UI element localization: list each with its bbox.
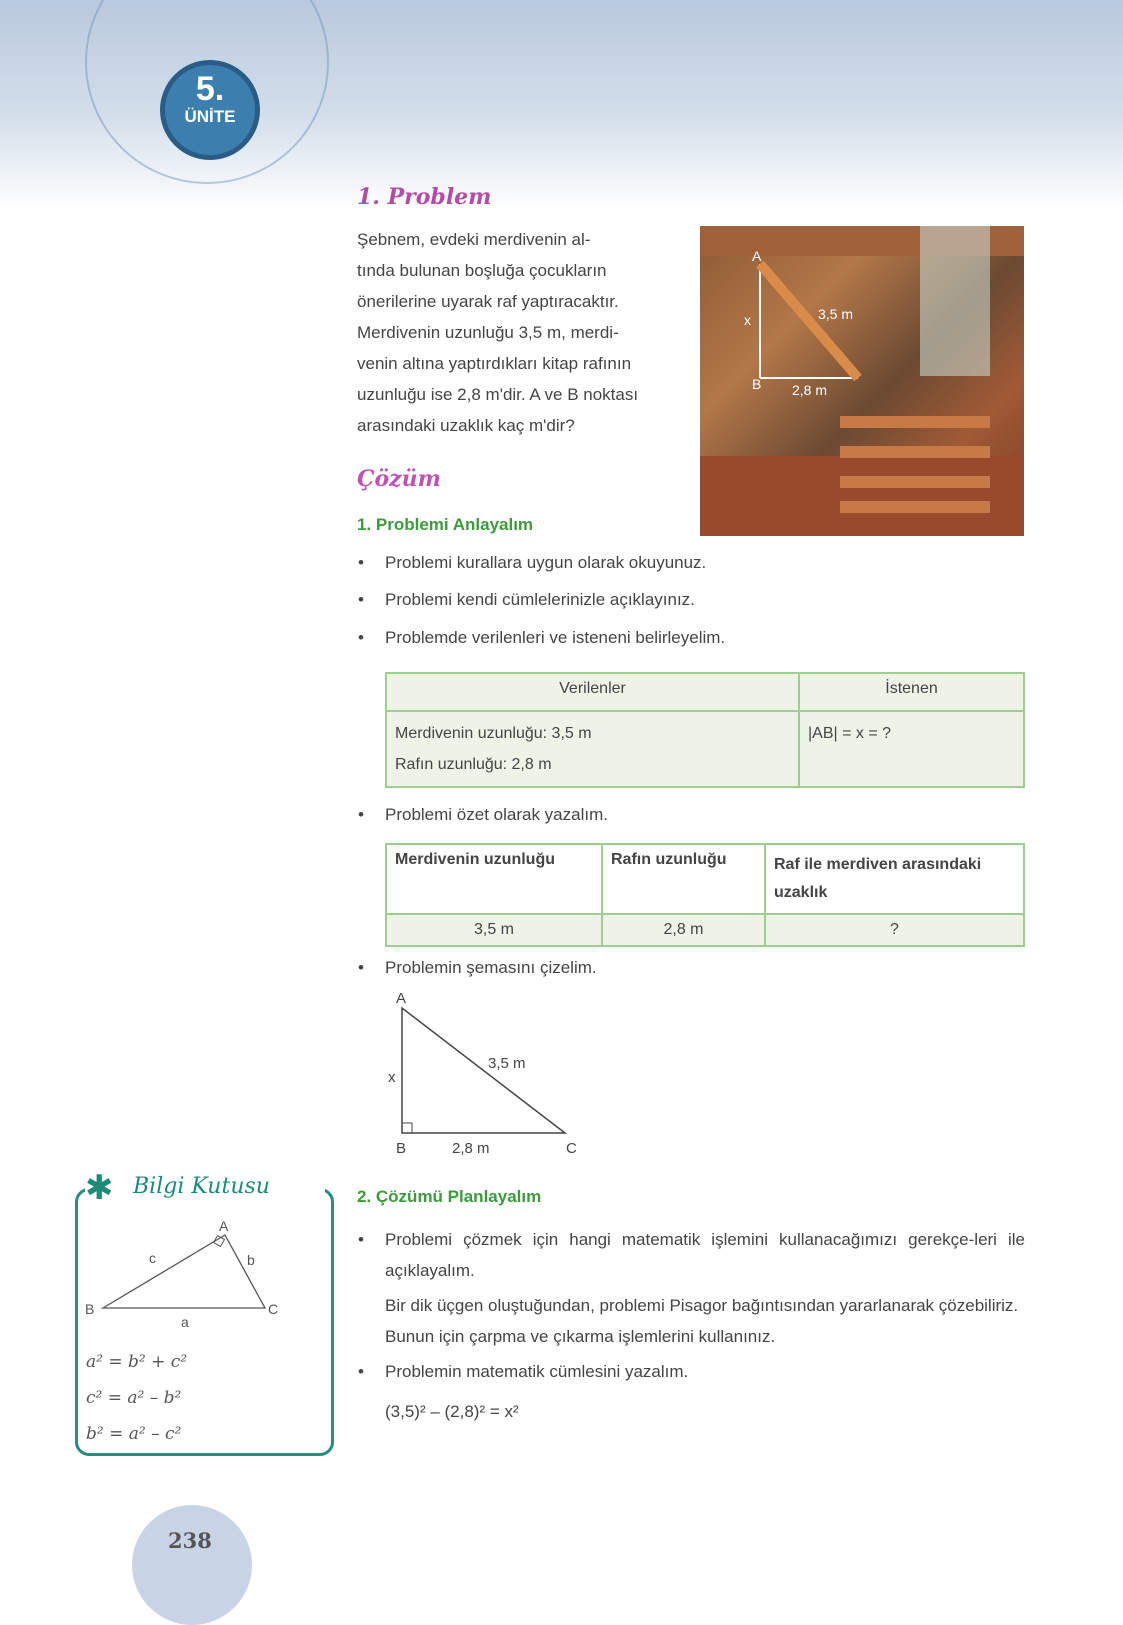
figure-icon: ✱	[85, 1169, 114, 1207]
unit-badge	[160, 60, 260, 160]
bullet: • Problemi çözmek için hangi matematik işlemini kullanacağımızı gerekçe-leri ile açıklayalım.	[385, 1224, 1025, 1286]
summary-header: Merdivenin uzunluğu	[386, 844, 602, 914]
given-cell	[386, 711, 799, 787]
photo-label-a: A	[752, 248, 762, 264]
solution-title: Çözüm	[357, 466, 441, 492]
diagram-label-a: A	[396, 990, 407, 1007]
info-side-c: c	[149, 1250, 156, 1266]
problem-line: Şebnem, evdeki merdivenin al-	[357, 230, 591, 249]
plan-text: Bir dik üçgen oluştuğundan, problemi Pisagor bağıntısından yararlanarak çözebiliriz. Bunun için çarpma ve çıkarma işlemlerini kullanınız.	[385, 1296, 1019, 1346]
equation: (3,5)² – (2,8)² = x²	[385, 1402, 519, 1421]
photo-label-hyp: 3,5 m	[818, 306, 854, 322]
info-box-title-area	[85, 1170, 325, 1206]
info-side-b: b	[247, 1252, 255, 1268]
problem-text	[357, 224, 675, 441]
step2-heading: 2. Çözümü Planlayalım	[357, 1187, 542, 1206]
info-box-title: Bilgi Kutusu	[133, 1174, 270, 1199]
formula: b² = a² – c²	[86, 1424, 182, 1444]
triangle-diagram	[380, 990, 590, 1165]
unit-number: 5.	[195, 70, 225, 108]
info-formulas	[86, 1344, 187, 1452]
problem-line: tında bulunan boşluğa çocukların	[357, 261, 607, 280]
staircase-photo	[700, 226, 1024, 536]
info-label-c: C	[268, 1301, 279, 1317]
unit-label: ÜNİTE	[184, 107, 236, 126]
formula: c² = a² – b²	[86, 1388, 182, 1408]
given-item: Rafın uzunluğu: 2,8 m	[395, 756, 552, 773]
bullet: • Problemi kendi cümlelerinizle açıklayınız.	[385, 590, 695, 610]
diagram-label-base: 2,8 m	[452, 1140, 490, 1157]
diagram-label-b: B	[396, 1140, 407, 1157]
header-given: Verilenler	[386, 673, 799, 711]
diagram-label-hyp: 3,5 m	[488, 1055, 526, 1072]
step1-heading: 1. Problemi Anlayalım	[357, 515, 534, 534]
given-wanted-table	[385, 672, 1025, 788]
header-wanted: İstenen	[799, 673, 1024, 711]
page-number-circle	[132, 1505, 252, 1625]
summary-value: ?	[765, 914, 1024, 946]
summary-header: Rafın uzunluğu	[602, 844, 765, 914]
page-number: 238	[168, 1528, 212, 1553]
formula: a² = b² + c²	[86, 1352, 188, 1372]
problem-title: 1. Problem	[357, 184, 492, 210]
bullet: • Problemde verilenleri ve isteneni belirleyelim.	[385, 628, 725, 648]
info-label-b: B	[85, 1301, 95, 1317]
given-item: Merdivenin uzunluğu: 3,5 m	[395, 725, 592, 742]
summary-header: Raf ile merdiven arasındaki uzaklık	[765, 844, 1024, 914]
photo-label-base: 2,8 m	[792, 382, 828, 398]
diagram-label-x: x	[388, 1069, 396, 1086]
problem-line: önerilerine uyarak raf yaptıracaktır.	[357, 292, 619, 311]
wanted-cell: |AB| = x = ?	[799, 711, 1024, 787]
problem-line: venin altına yaptırdıkları kitap rafının	[357, 354, 632, 373]
photo-label-b: B	[752, 376, 762, 392]
bullet: • Problemi özet olarak yazalım.	[385, 805, 608, 825]
summary-value: 2,8 m	[602, 914, 765, 946]
summary-table	[385, 843, 1025, 947]
info-box-triangle	[85, 1215, 295, 1330]
summary-value: 3,5 m	[386, 914, 602, 946]
info-side-a: a	[181, 1314, 189, 1330]
info-label-a: A	[219, 1218, 229, 1234]
problem-line: arasındaki uzaklık kaç m'dir?	[357, 416, 575, 435]
bullet: • Problemi kurallara uygun olarak okuyunuz.	[385, 553, 706, 573]
bullet: • Problemin matematik cümlesini yazalım.	[385, 1362, 688, 1382]
photo-label-x: x	[744, 312, 751, 328]
bullet: • Problemin şemasını çizelim.	[385, 958, 597, 978]
problem-line: Merdivenin uzunluğu 3,5 m, merdi-	[357, 323, 619, 342]
diagram-label-c: C	[566, 1140, 577, 1157]
problem-line: uzunluğu ise 2,8 m'dir. A ve B noktası	[357, 385, 639, 404]
